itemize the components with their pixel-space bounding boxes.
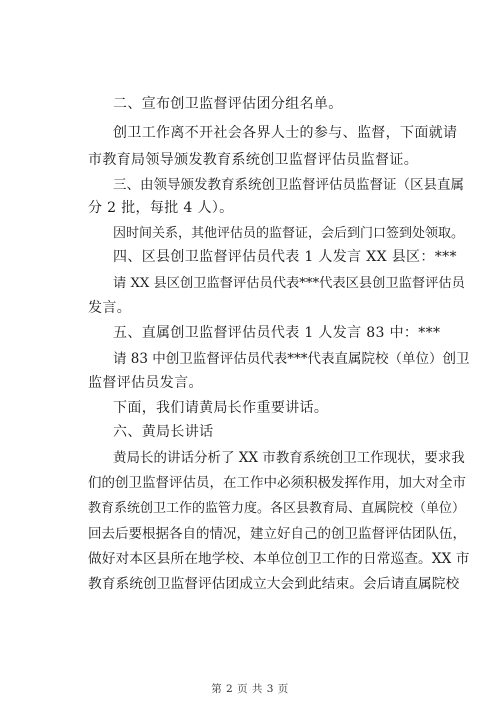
page-number-footer: 第 2 页 共 3 页 [211, 683, 289, 695]
paragraph-line: 们的创卫监督评估员，在工作中必须积极发挥作用，加大对全市 [88, 475, 466, 491]
paragraph-line: 分 2 批，每批 4 人）。 [88, 200, 234, 216]
paragraph-line: 回去后要根据各自的情况，建立好自己的创卫监督评估团队伍， [88, 526, 466, 542]
paragraph-line: 三、由领导颁发教育系统创卫监督评估员监督证（区县直属 [113, 177, 464, 193]
paragraph-line: 请 83 中创卫监督评估员代表***代表直属院校（单位）创卫 [113, 351, 470, 367]
paragraph-line: 市教育局领导颁发教育系统创卫监督评估员监督证。 [88, 152, 419, 168]
paragraph-line: 教育系统创卫工作的监管力度。各区县教育局、直属院校（单位） [88, 501, 466, 516]
section-heading: 六、黄局长讲话 [113, 424, 214, 440]
paragraph-line: 黄局长的讲话分析了 XX 市教育系统创卫工作现状，要求我 [113, 450, 465, 466]
paragraph-line: 因时间关系，其他评估员的监督证，会后到门口签到处领取。 [113, 226, 465, 241]
paragraph-line: 创卫工作离不开社会各界人士的参与、监督，下面就请 [113, 125, 458, 141]
paragraph-line: 请 XX 县区创卫监督评估员代表***代表区县创卫监督评估员 [113, 276, 465, 291]
paragraph-line: 做好对本区县所在地学校、本单位创卫工作的日常巡查。XX 市 [88, 551, 470, 567]
paragraph-line: 二、宣布创卫监督评估团分组名单。 [113, 96, 343, 112]
paragraph-line: 教育系统创卫监督评估团成立大会到此结束。会后请直属院校 [88, 576, 460, 592]
paragraph-line: 监督评估员发言。 [88, 375, 203, 391]
paragraph-line: 下面，我们请黄局长作重要讲话。 [113, 400, 329, 416]
paragraph-line: 五、直属创卫监督评估员代表 1 人发言 83 中：*** [113, 325, 441, 341]
paragraph-line: 四、区县创卫监督评估员代表 1 人发言 XX 县区：*** [113, 249, 457, 265]
paragraph-line: 发言。 [88, 300, 132, 316]
